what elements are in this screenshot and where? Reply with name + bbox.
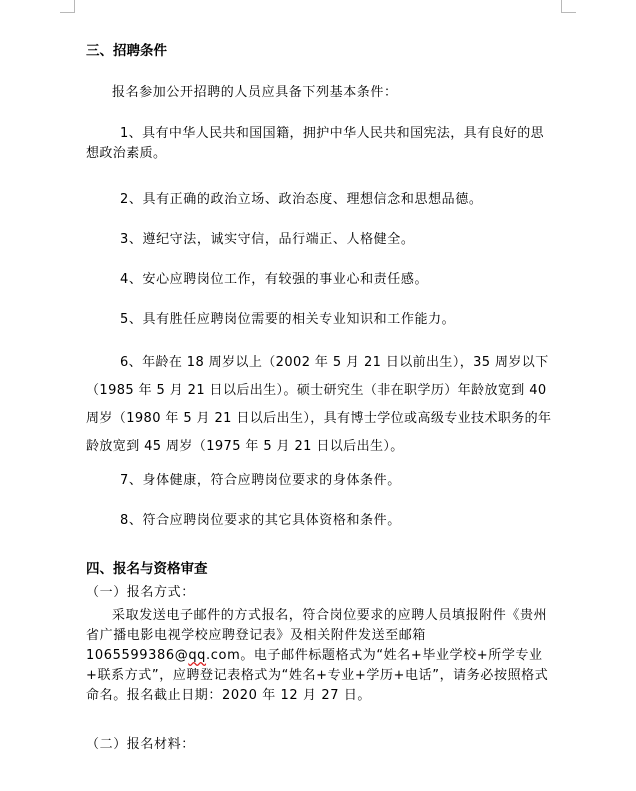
registration-method-subheading: （一）报名方式：: [86, 585, 195, 600]
section-3-heading: 三、招聘条件: [86, 43, 167, 59]
registration-paragraph-end: .com。电子邮件标题格式为“姓名+毕业学校+所学专业+联系方式”，应聘登记表格式为“姓名+专业+学历+电话”，请务必按照格式命名。报名截止日期：2020 年 12 月 27 日。: [86, 648, 549, 703]
registration-paragraph-start: 采取发送电子邮件的方式报名，符合岗位要求的应聘人员填报附件《贵州省广播电影电视学校应聘登记表》及相关附件发送至邮箱 1065599386@: [86, 608, 548, 663]
condition-item-6: 6、年龄在 18 周岁以上（2002 年 5 月 21 日以前出生），35 周岁以下（1985 年 5 月 21 日以后出生）。硕士研究生（非在职学历）年龄放宽到 40 周岁（1980 年 5 月 21 日以后出生），具有博士学位或高级专业技术职务的年龄放宽到 45 周岁（1975 年 5 月 21 日以后出生）。: [86, 355, 552, 454]
condition-item-2: 2、具有正确的政治立场、政治态度、理想信念和思想品德。: [120, 192, 483, 207]
condition-item-4: 4、安心应聘岗位工作，有较强的事业心和责任感。: [120, 272, 429, 287]
section-3-intro: 报名参加公开招聘的人员应具备下列基本条件：: [112, 85, 398, 100]
condition-item-5: 5、具有胜任应聘岗位需要的相关专业知识和工作能力。: [120, 312, 456, 327]
condition-item-1: 1、具有中华人民共和国国籍，拥护中华人民共和国宪法，具有良好的思想政治素质。: [86, 126, 545, 161]
email-domain-spellcheck: qq: [188, 648, 207, 663]
condition-item-7: 7、身体健康，符合应聘岗位要求的身体条件。: [120, 473, 401, 488]
registration-method-paragraph: [86, 606, 556, 706]
section-4-heading: 四、报名与资格审查: [86, 561, 208, 577]
condition-item-3: 3、遵纪守法，诚实守信，品行端正、人格健全。: [120, 232, 415, 247]
condition-item-8: 8、符合应聘岗位要求的其它具体资格和条件。: [120, 513, 401, 528]
registration-materials-subheading: （二）报名材料：: [86, 737, 195, 752]
